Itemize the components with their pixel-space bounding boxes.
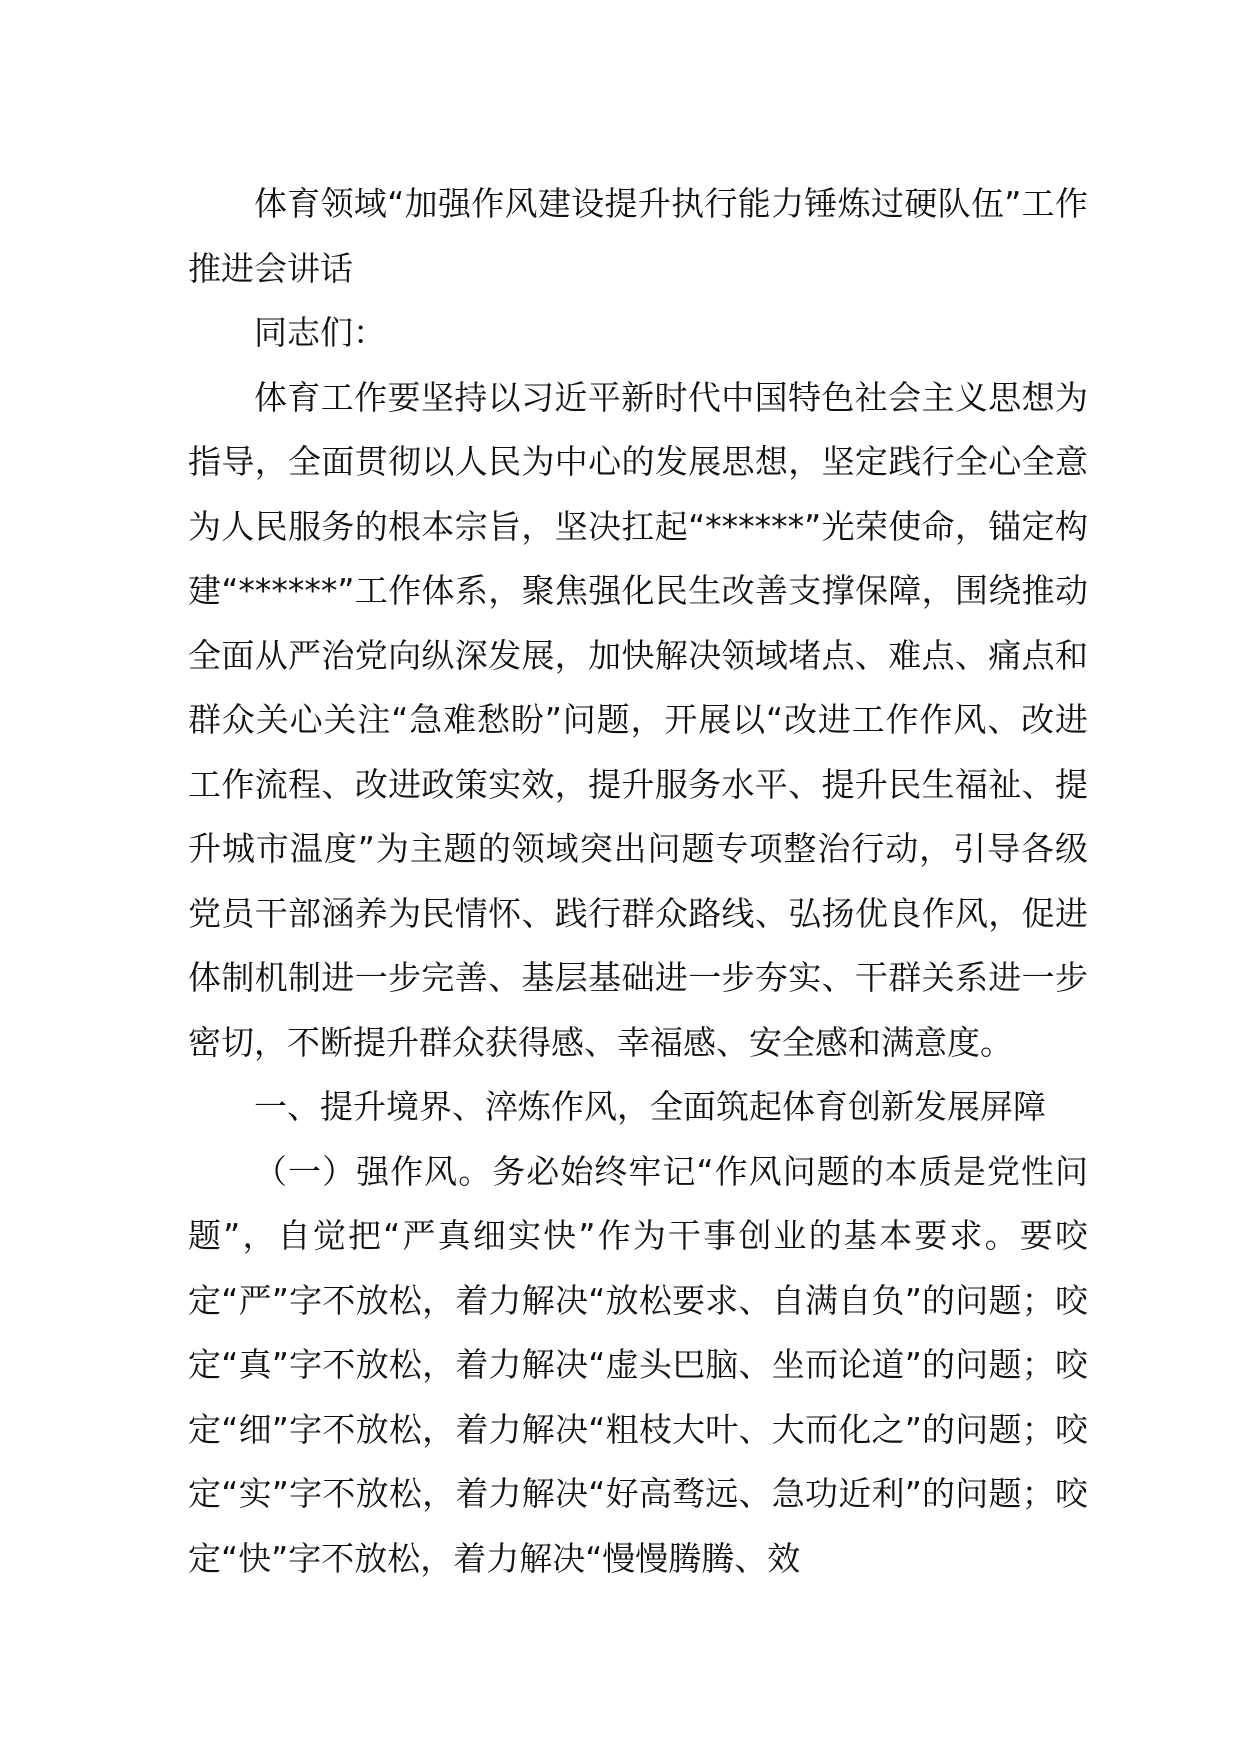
paragraph-strengthen-style: （一）强作风。务必始终牢记“作风问题的本质是党性问题”，自觉把“严真细实快”作为干事创业的基本要求。要咬定“严”字不放松，着力解决“放松要求、自满自负”的问题；咬定“真”字不放松，着力解决“虚头巴脑、坐而论道”的问题；咬定“细”字不放松，着力解决“粗枝大叶、大而化之”的问题；咬定“实”字不放松，着力解决“好高骛远、急功近利”的问题；咬定“快”字不放松，着力解决“慢慢腾腾、效 — [188, 1151, 1088, 1578]
salutation: 同志们： — [254, 313, 386, 352]
paragraph-intro: 体育工作要坚持以习近平新时代中国特色社会主义思想为指导，全面贯彻以人民为中心的发展思想，坚定践行全心全意为人民服务的根本宗旨，坚决扛起“******”光荣使命，锚定构建“******”工作体系，聚焦强化民生改善支撑保障，围绕推动全面从严治党向纵深发展，加快解决领域堵点、难点、痛点和群众关心关注“急难愁盼”问题，开展以“改进工作作风、改进工作流程、改进政策实效，提升服务水平、提升民生福祉、提升城市温度”为主题的领域突出问题专项整治行动，引导各级党员干部涵养为民情怀、践行群众路线、弘扬优良作风，促进体制机制进一步完善、基层基础进一步夯实、干群关系进一步密切，不断提升群众获得感、幸福感、安全感和满意度。 — [188, 377, 1088, 1062]
document-title: 体育领域“加强作风建设提升执行能力锤炼过硬队伍”工作推进会讲话 — [188, 184, 1088, 288]
document-page — [188, 172, 1088, 1591]
section-heading-1: 一、提升境界、淬炼作风，全面筑起体育创新发展屏障 — [254, 1087, 1046, 1126]
